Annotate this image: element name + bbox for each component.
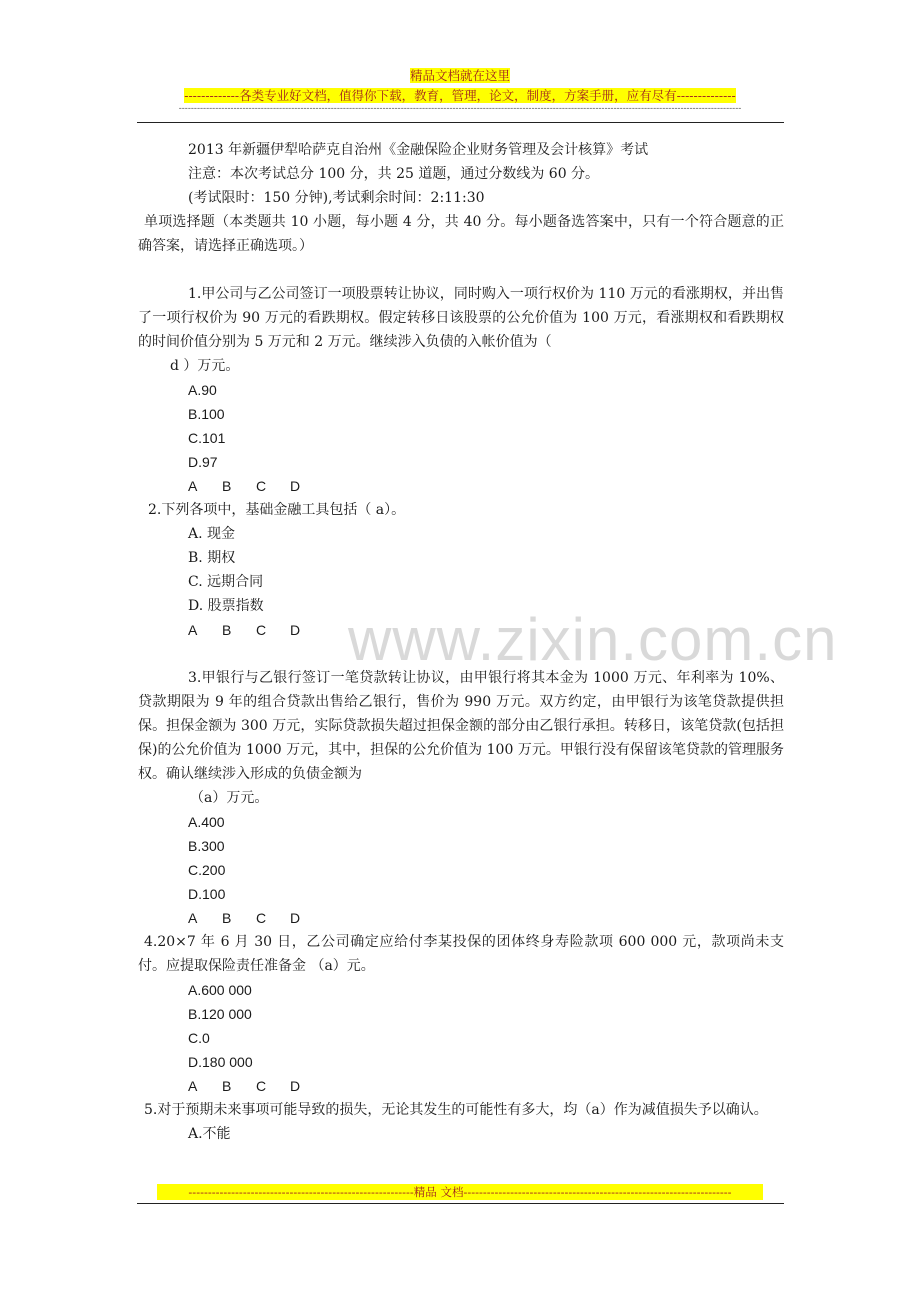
question-2-option-a: A. 现金 <box>188 526 236 542</box>
exam-time: (考试限时：150 分钟),考试剩余时间：2:11:30 <box>188 190 485 206</box>
question-1-letters: A B C D <box>188 478 301 494</box>
question-4-text: 4.20×7 年 6 月 30 日，乙公司确定应给付李某投保的团体终身寿险款项 600 000 元，款项尚未支付。应提取保险责任准备金 （a）元。 <box>138 934 784 974</box>
question-2-option-c: C. 远期合同 <box>188 574 264 590</box>
question-1-text: 1.甲公司与乙公司签订一项股票转让协议，同时购入一项行权价为 110 万元的看涨期权，并出售了一项行权价为 90 万元的看跌期权。假定转移日该股票的公允价值为 100 万元，看涨期权和看跌期权的时间价值分别为 5 万元和 2 万元。继续涉入负债的入帐价值为（ <box>138 286 784 350</box>
header-rule <box>137 122 784 123</box>
question-5-text: 5.对于预期未来事项可能导致的损失，无论其发生的可能性有多大，均（a）作为减值损失予以确认。 <box>144 1102 768 1118</box>
question-2-letters: A B C D <box>188 622 301 638</box>
header-subtitle: -------------各类专业好文档，值得你下载，教育，管理，论文，制度，方案手册，应有尽有-------------- <box>184 88 736 103</box>
question-4-option-b: B.120 000 <box>188 1006 252 1022</box>
question-4-option-a: A.600 000 <box>188 982 252 998</box>
question-4-option-d: D.180 000 <box>188 1054 253 1070</box>
footer-rule <box>137 1203 784 1204</box>
header-dash-line: ----------------------------------------------------------------------------------------------------------------------------------------------------------------------------------------- <box>178 104 742 114</box>
question-3-text: 3.甲银行与乙银行签订一笔贷款转让协议，由甲银行将其本金为 1000 万元、年利率为 10%、贷款期限为 9 年的组合贷款出售给乙银行，售价为 990 万元。双方约定，由甲银行为该笔贷款提供担保。担保金额为 300 万元，实际贷款损失超过担保金额的部分由乙银行承担。转移日，该笔贷款(包括担保)的公允价值为 1000 万元，其中，担保的公允价值为 100 万元。甲银行没有保留该笔贷款的管理服务权。确认继续涉入形成的负债金额为 <box>138 670 784 782</box>
question-1-option-a: A.90 <box>188 382 217 398</box>
exam-title: 2013 年新疆伊犁哈萨克自治州《金融保险企业财务管理及会计核算》考试 <box>188 142 649 158</box>
header-top: 精品文档就在这里 <box>409 68 510 83</box>
question-1-option-c: C.101 <box>188 430 226 446</box>
question-3-option-c: C.200 <box>188 862 226 878</box>
question-5-option-a: A.不能 <box>188 1126 231 1142</box>
question-2-option-b: B. 期权 <box>188 550 236 566</box>
question-3-letters: A B C D <box>188 910 301 926</box>
question-1-answer: d ）万元。 <box>170 358 240 374</box>
watermark: www.zixin.com.cn <box>348 606 838 673</box>
question-3-option-b: B.300 <box>188 838 225 854</box>
question-3-option-a: A.400 <box>188 814 225 830</box>
question-3-answer: （a）万元。 <box>190 790 269 806</box>
question-4-letters: A B C D <box>188 1078 301 1094</box>
section-heading: 单项选择题（本类题共 10 小题，每小题 4 分，共 40 分。每小题备选答案中，只有一个符合题意的正确答案，请选择正确选项。） <box>138 214 784 254</box>
exam-note: 注意：本次考试总分 100 分，共 25 道题，通过分数线为 60 分。 <box>188 166 600 182</box>
question-3-option-d: D.100 <box>188 886 226 902</box>
footer-line: ----------------------------------------------------------精品 文档--------------------------------------------------------------------- <box>157 1184 763 1200</box>
document-body <box>138 138 784 1146</box>
question-4-option-c: C.0 <box>188 1030 210 1046</box>
question-2-text: 2.下列各项中，基础金融工具包括（ a）。 <box>148 502 406 518</box>
question-1-option-d: D.97 <box>188 454 218 470</box>
question-2-option-d: D. 股票指数 <box>188 598 264 614</box>
question-1-option-b: B.100 <box>188 406 225 422</box>
